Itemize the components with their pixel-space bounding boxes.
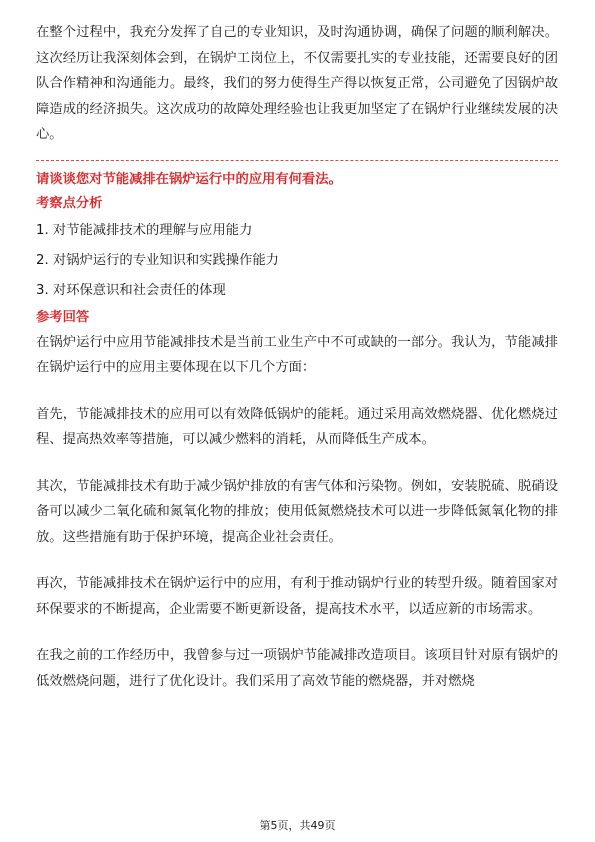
- question-heading: 请谈谈您对节能减排在锅炉运行中的应用有何看法。: [36, 171, 342, 187]
- document-page: [36, 20, 558, 694]
- analysis-point: 1. 对节能减排技术的理解与应用能力: [36, 222, 253, 238]
- page-number: 第5页，共49页: [259, 819, 336, 832]
- analysis-point: 3. 对环保意识和社会责任的体现: [36, 282, 226, 298]
- analysis-title: 考察点分析: [36, 195, 103, 211]
- section-divider: [36, 160, 558, 161]
- analysis-point: 2. 对锅炉运行的专业知识和实践操作能力: [36, 252, 279, 268]
- paragraph-gap: [36, 550, 558, 571]
- answer-paragraph: 在锅炉运行中应用节能减排技术是当前工业生产中不可或缺的一部分。我认为，节能减排在锅炉运行中的应用主要体现在以下几个方面：: [36, 334, 558, 375]
- answer-paragraph: 在我之前的工作经历中，我曾参与过一项锅炉节能减排改造项目。该项目针对原有锅炉的低效燃烧问题，进行了优化设计。我们采用了高效节能的燃烧器，并对燃烧: [36, 648, 558, 689]
- paragraph-gap: [36, 381, 558, 402]
- answer-paragraph: 首先，节能减排技术的应用可以有效降低锅炉的能耗。通过采用高效燃烧器、优化燃烧过程、提高热效率等措施，可以减少燃料的消耗，从而降低生产成本。: [36, 406, 558, 447]
- paragraph-gap: [36, 622, 558, 643]
- paragraph-gap: [36, 453, 558, 474]
- answer-title: 参考回答: [36, 309, 90, 325]
- answer-paragraph: 再次，节能减排技术在锅炉运行中的应用，有利于推动锅炉行业的转型升级。随着国家对环保要求的不断提高，企业需要不断更新设备，提高技术水平，以适应新的市场需求。: [36, 576, 558, 617]
- answer-paragraph: 其次，节能减排技术有助于减少锅炉排放的有害气体和污染物。例如，安装脱硫、脱硝设备可以减少二氧化硫和氮氧化物的排放；使用低氮燃烧技术可以进一步降低氮氧化物的排放。这些措施有助于保护环境，提高企业社会责任。: [36, 478, 558, 545]
- intro-paragraph: 在整个过程中，我充分发挥了自己的专业知识，及时沟通协调，确保了问题的顺利解决。这次经历让我深刻体会到，在锅炉工岗位上，不仅需要扎实的专业技能，还需要良好的团队合作精神和沟通能力。最终，我们的努力使得生产得以恢复正常，公司避免了因锅炉故障造成的经济损失。这次成功的故障处理经验也让我更加坚定了在锅炉行业继续发展的决心。: [36, 25, 558, 142]
